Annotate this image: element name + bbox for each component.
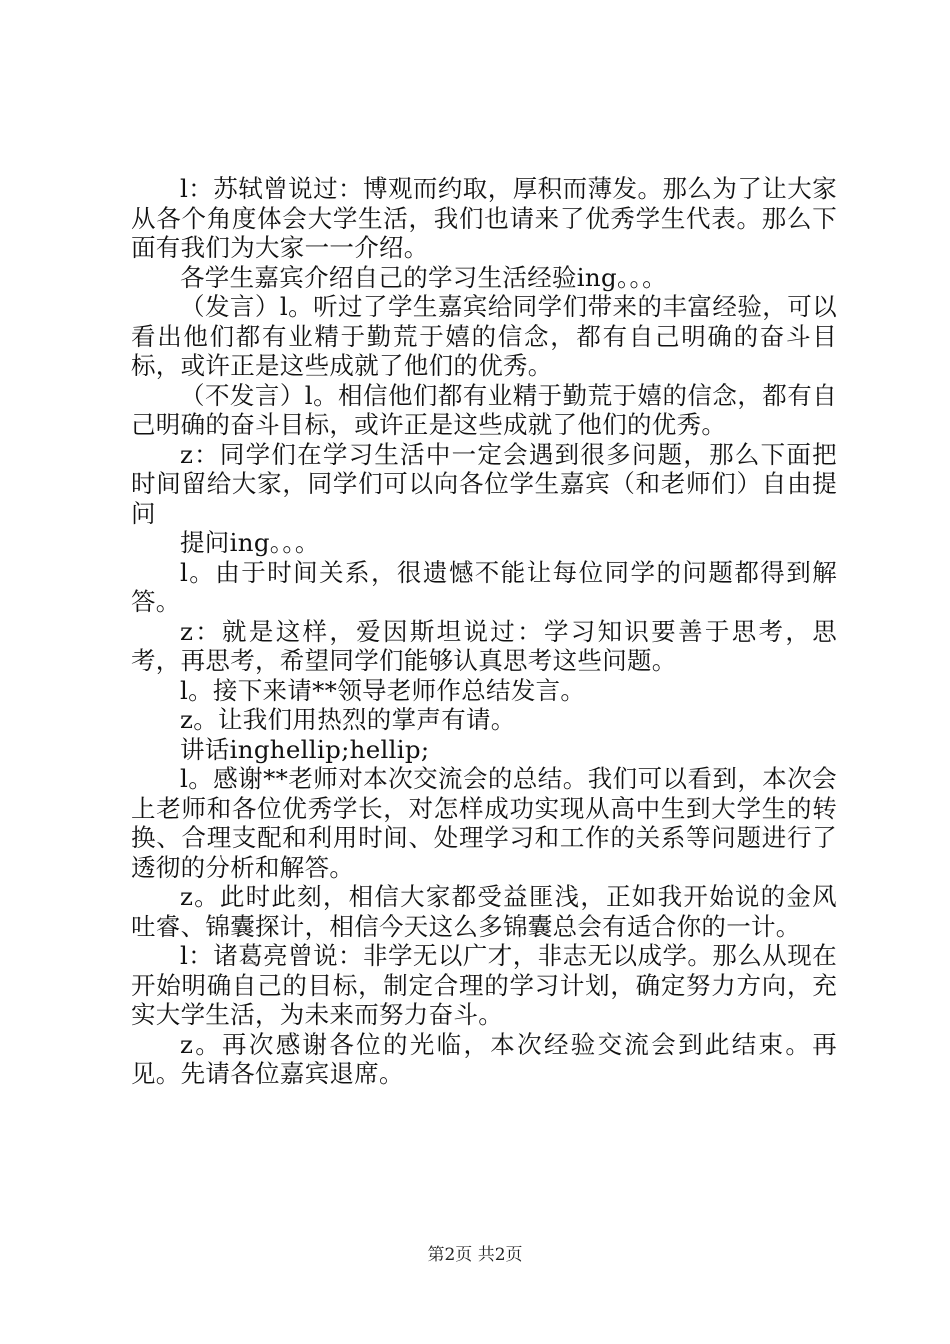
paragraph-9: l。接下来请**领导老师作总结发言。 xyxy=(180,675,586,705)
paragraph-11: 讲话inghellip;hellip; xyxy=(180,734,430,764)
paragraph-8: z：就是这样，爱因斯坦说过：学习知识要善于思考，思考，再思考，希望同学们能够认真思考这些问题。 xyxy=(131,616,837,675)
paragraph-3: （发言）l。听过了学生嘉宾给同学们带来的丰富经验，可以看出他们都有业精于勤荒于嬉的信念，都有自己明确的奋斗目标，或许正是这些成就了他们的优秀。 xyxy=(131,292,837,380)
paragraph-15: z。再次感谢各位的光临，本次经验交流会到此结束。再见。先请各位嘉宾退席。 xyxy=(131,1029,837,1088)
paragraph-7: l。由于时间关系，很遗憾不能让每位同学的问题都得到解答。 xyxy=(131,557,837,616)
paragraph-1: l：苏轼曾说过：博观而约取，厚积而薄发。那么为了让大家从各个角度体会大学生活，我们也请来了优秀学生代表。那么下面有我们为大家一一介绍。 xyxy=(131,174,837,262)
paragraph-10: z。让我们用热烈的掌声有请。 xyxy=(180,705,516,734)
page-number-footer: 第2页 共2页 xyxy=(427,1245,523,1265)
paragraph-4: （不发言）l。相信他们都有业精于勤荒于嬉的信念，都有自己明确的奋斗目标，或许正是这些成就了他们的优秀。 xyxy=(131,380,837,439)
document-body xyxy=(131,174,837,1089)
paragraph-5: z：同学们在学习生活中一定会遇到很多问题，那么下面把时间留给大家，同学们可以向各位学生嘉宾（和老师们）自由提问 xyxy=(131,439,837,528)
paragraph-14: l：诸葛亮曾说：非学无以广才，非志无以成学。那么从现在开始明确自己的目标，制定合理的学习计划，确定努力方向，充实大学生活，为未来而努力奋斗。 xyxy=(131,941,837,1029)
paragraph-6: 提问ing。。。 xyxy=(180,528,320,557)
paragraph-2: 各学生嘉宾介绍自己的学习生活经验ing。。。 xyxy=(180,262,667,292)
paragraph-12: l。感谢**老师对本次交流会的总结。我们可以看到，本次会上老师和各位优秀学长，对怎样成功实现从高中生到大学生的转换、合理支配和利用时间、处理学习和工作的关系等问题进行了透彻的分析和解答。 xyxy=(131,764,837,882)
paragraph-13: z。此时此刻，相信大家都受益匪浅，正如我开始说的金风吐睿、锦囊探计，相信今天这么多锦囊总会有适合你的一计。 xyxy=(131,882,837,941)
